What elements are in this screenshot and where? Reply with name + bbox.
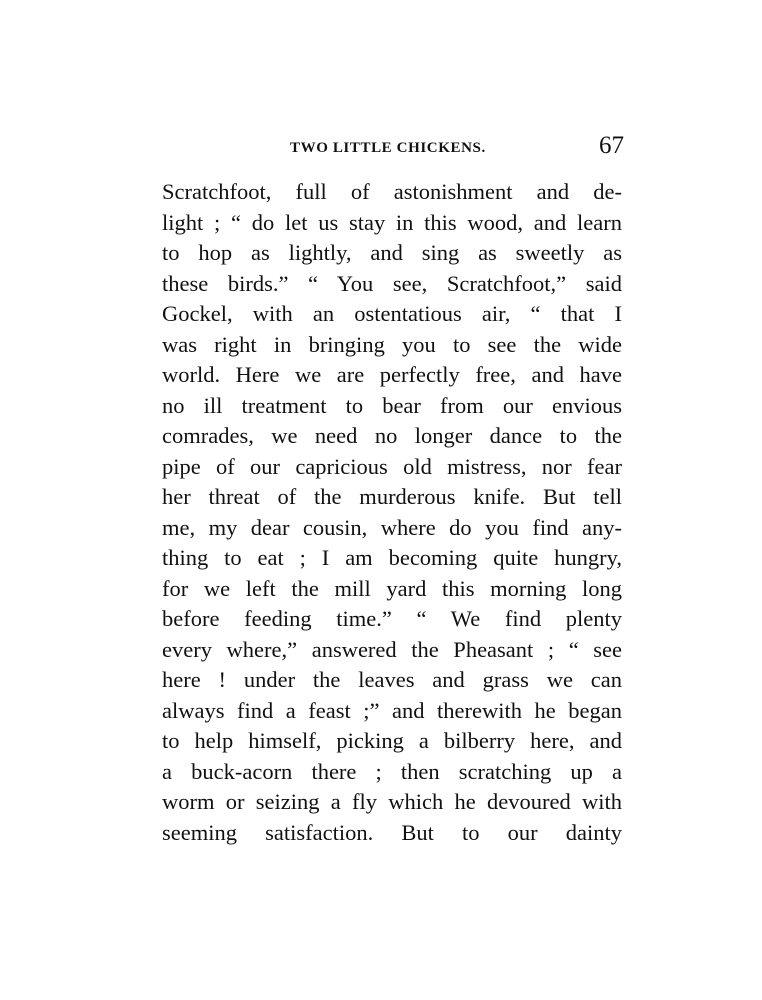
page-header bbox=[162, 134, 624, 168]
text-line: to hop as lightly, and sing as sweetly as bbox=[162, 240, 622, 265]
text-line: before feeding time.” “ We find plenty bbox=[162, 606, 622, 631]
text-line: every where,” answered the Pheasant ; “ see bbox=[162, 636, 622, 662]
text-line: light ; “ do let us stay in this wood, and learn bbox=[162, 209, 622, 235]
text-line: worm or seizing a fly which he devoured with bbox=[162, 789, 622, 814]
text-line: her threat of the murderous knife. But tell bbox=[162, 484, 622, 509]
text-line: pipe of our capricious old mistress, nor fear bbox=[162, 453, 622, 479]
text-line: me, my dear cousin, where do you find any- bbox=[162, 514, 622, 540]
text-line: for we left the mill yard this morning long bbox=[162, 575, 622, 601]
text-line: Scratchfoot, full of astonishment and de- bbox=[162, 179, 622, 204]
text-line: thing to eat ; I am becoming quite hungry, bbox=[162, 545, 622, 570]
text-line: Gockel, with an ostentatious air, “ that I bbox=[162, 301, 622, 326]
text-line: comrades, we need no longer dance to the bbox=[162, 423, 622, 448]
text-line: these birds.” “ You see, Scratchfoot,” said bbox=[162, 270, 622, 296]
text-line: no ill treatment to bear from our envious bbox=[162, 392, 622, 418]
text-line: was right in bringing you to see the wide bbox=[162, 331, 622, 357]
page-number: 67 bbox=[599, 132, 624, 159]
text-line: world. Here we are perfectly free, and have bbox=[162, 362, 622, 387]
text-line: seeming satisfaction. But to our dainty bbox=[162, 819, 622, 845]
text-line: to help himself, picking a bilberry here, and bbox=[162, 728, 622, 753]
text-line: a buck-acorn there ; then scratching up a bbox=[162, 758, 622, 784]
text-line: here ! under the leaves and grass we can bbox=[162, 667, 622, 692]
body-text bbox=[162, 177, 622, 848]
text-line: always find a feast ;” and therewith he began bbox=[162, 697, 622, 723]
running-head: TWO LITTLE CHICKENS. bbox=[290, 140, 486, 156]
